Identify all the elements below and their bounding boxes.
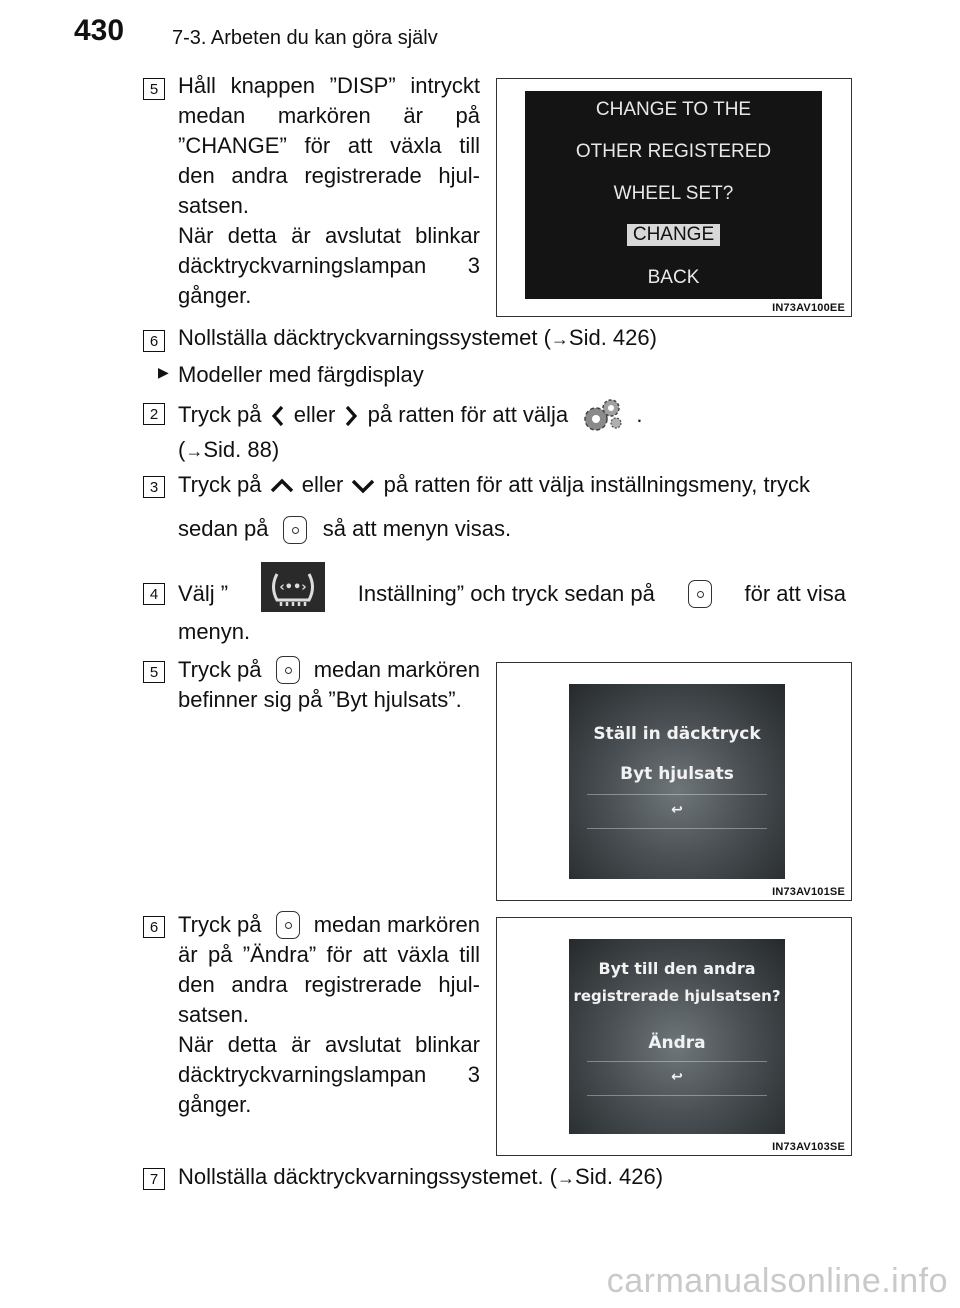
watermark: carmanualsonline.info xyxy=(606,1262,948,1300)
screen-line: registrerade hjulsatsen? xyxy=(573,987,781,1005)
enter-button-icon xyxy=(276,911,300,939)
text-line: När detta är avslutat blinkar xyxy=(178,1032,480,1057)
enter-button-icon xyxy=(276,656,300,684)
step-5-text xyxy=(178,71,480,311)
settings-gears-icon xyxy=(580,397,624,435)
screen-line: Byt till den andra xyxy=(598,959,756,978)
text-line: däcktryckvarningslampan 3 xyxy=(178,1062,480,1087)
triangle-bullet-icon: ▶ xyxy=(158,364,169,380)
tire-pressure-settings-icon xyxy=(261,562,325,612)
step-4-line2: menyn. xyxy=(178,619,251,644)
chevron-right-icon xyxy=(341,404,361,428)
change-option: Ändra xyxy=(648,1033,706,1053)
step-4-line1: Välj ” ‹••› Inställning” och tryck sedan på för att visa xyxy=(178,576,846,612)
text-line: är på ”Ändra” för att växla till xyxy=(178,942,480,967)
text-line: medan markören är på xyxy=(178,103,480,128)
figure-change-wheelset-color xyxy=(496,917,852,1156)
arrow-right-icon: → xyxy=(557,1168,576,1188)
step-5b-text xyxy=(178,655,480,715)
svg-text:‹••›: ‹••› xyxy=(279,580,307,595)
text-line: den andra registrerade hjul- xyxy=(178,972,480,997)
figure-code: IN73AV101SE xyxy=(772,886,845,898)
text-line: ”CHANGE” för att växla till xyxy=(178,133,480,158)
back-arrow-icon: ↩ xyxy=(671,802,683,818)
step-2-text: Tryck på eller på ratten för att välja . (→Sid. 88) xyxy=(178,397,643,466)
step-6b-text xyxy=(178,910,480,1120)
display-screen xyxy=(569,939,785,1134)
step-3-line2: sedan på så att menyn visas. xyxy=(178,514,511,544)
chevron-up-icon xyxy=(268,476,296,496)
text-line: satsen. xyxy=(178,1002,249,1027)
text-line: befinner sig på ”Byt hjulsats”. xyxy=(178,687,462,712)
chevron-down-icon xyxy=(349,476,377,496)
step-badge: 3 xyxy=(143,476,165,498)
step-badge: 5 xyxy=(143,661,165,683)
text-line: satsen. xyxy=(178,193,249,218)
text-line: Tryck på medan markören xyxy=(178,657,480,682)
section-title: 7-3. Arbeten du kan göra själv xyxy=(172,27,438,49)
page-number: 430 xyxy=(74,14,125,47)
figure-code: IN73AV103SE xyxy=(772,1141,845,1153)
text-line: gånger. xyxy=(178,1092,252,1117)
figure-code: IN73AV100EE xyxy=(772,302,845,314)
step-3-line1: Tryck på eller på ratten för att välja inställningsmeny, tryck xyxy=(178,472,810,497)
text-line: däcktryckvarningslampan 3 xyxy=(178,253,480,278)
step-badge: 6 xyxy=(143,916,165,938)
screen-line: Ställ in däcktryck xyxy=(593,724,761,744)
step-badge: 4 xyxy=(143,583,165,605)
chevron-left-icon xyxy=(268,404,288,428)
arrow-right-icon: → xyxy=(550,329,569,349)
figure-set-tire-pressure xyxy=(496,662,852,901)
step-badge: 7 xyxy=(143,1168,165,1190)
step-badge: 6 xyxy=(143,330,165,352)
screen-line: Byt hjulsats xyxy=(620,764,734,784)
screen-line: CHANGE TO THE xyxy=(595,99,752,120)
screen-line: OTHER REGISTERED xyxy=(575,141,772,162)
subheading: Modeller med färgdisplay xyxy=(178,362,424,387)
change-option: CHANGE xyxy=(627,224,720,246)
screen-line: WHEEL SET? xyxy=(613,183,734,204)
step-badge: 5 xyxy=(143,78,165,100)
enter-button-icon xyxy=(688,580,712,608)
text-line: När detta är avslutat blinkar xyxy=(178,223,480,248)
arrow-right-icon: → xyxy=(185,441,204,461)
step-6-text: Nollställa däcktryckvarningssystemet (→Sid. 426) xyxy=(178,325,657,350)
back-option: BACK xyxy=(647,267,700,288)
step-7-text: Nollställa däcktryckvarningssystemet. (→Sid. 426) xyxy=(178,1164,664,1189)
text-line: gånger. xyxy=(178,283,252,308)
enter-button-icon xyxy=(283,516,307,544)
text-line: Håll knappen ”DISP” intryckt xyxy=(178,73,480,98)
figure-change-wheelset xyxy=(496,78,852,317)
text-line: den andra registrerade hjul- xyxy=(178,163,480,188)
back-arrow-icon: ↩ xyxy=(671,1069,683,1085)
text-line: Tryck på medan markören xyxy=(178,912,480,937)
display-screen xyxy=(569,684,785,879)
display-screen xyxy=(525,91,822,299)
step-badge: 2 xyxy=(143,403,165,425)
